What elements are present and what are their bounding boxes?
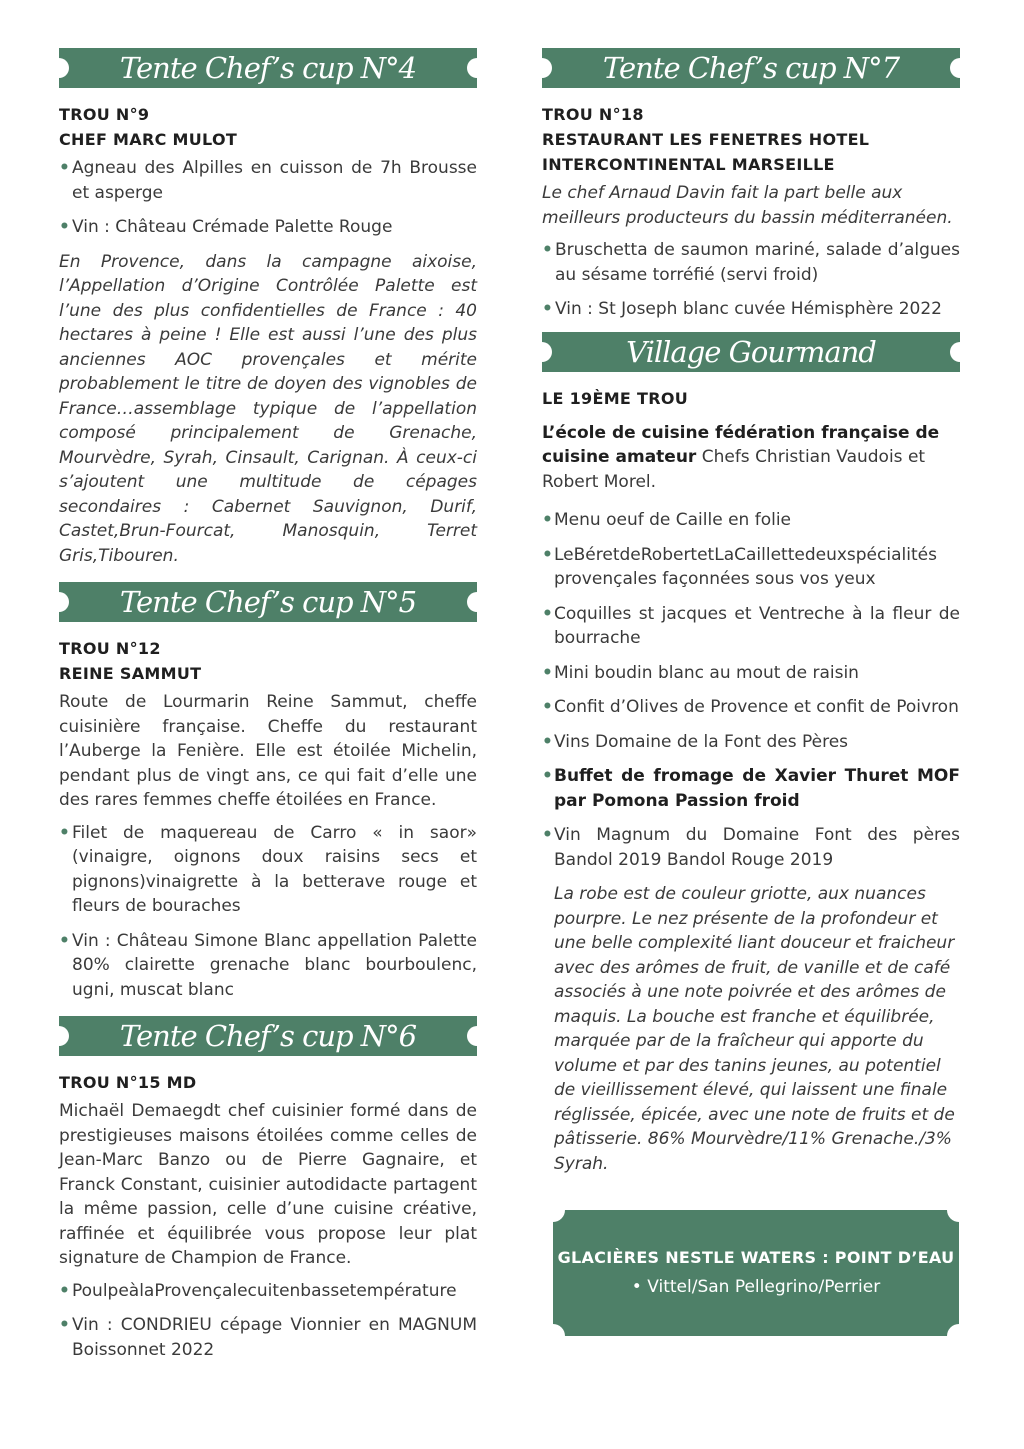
glacieres-title: GLACIÈRES NESTLE WATERS : POINT D’EAU — [557, 1248, 955, 1267]
list-item: • Vin : Château Crémade Palette Rouge — [59, 215, 477, 240]
tent-6-intro: Michaël Demaegdt chef cuisinier formé dans de prestigieuses maisons étoilées comme celles de Jean-Marc Banzo ou de Pierre Gagnaire, et Franck Constant, cuisinier autodidacte partagent la même passion, celle d’une cuisine créative, raffinée et équilibrée vous propose leur plat signature de Champion de France. — [59, 1101, 477, 1268]
list-item: • Vin : Château Simone Blanc appellation Palette 80% clairette grenache blanc bourboulenc, ugni, muscat blanc — [59, 929, 477, 1003]
tent-6-menu — [59, 1279, 477, 1363]
list-item: • Agneau des Alpilles en cuisson de 7h Brousse et asperge — [59, 156, 477, 205]
village-intro-chefs: Chefs Christian Vaudois et Robert Morel. — [542, 447, 926, 492]
tent-7-restaurant: RESTAURANT LES FENETRES HOTEL INTERCONTINENTAL MARSEILLE — [542, 130, 870, 174]
tent-7-hole: TROU N°18 — [542, 105, 644, 124]
glacieres-brands: Vittel/San Pellegrino/Perrier — [647, 1277, 881, 1297]
tent-7-menu — [542, 238, 960, 322]
list-item: • Vin : St Joseph blanc cuvée Hémisphère 2022 — [542, 297, 960, 322]
tent-4-title: Tente Chef’s cup N°4 — [119, 51, 417, 85]
village-menu — [542, 508, 960, 872]
tent-5-hole: TROU N°12 — [59, 639, 161, 658]
tent-4-chef: CHEF MARC MULOT — [59, 130, 238, 149]
tent-4-section — [59, 48, 477, 568]
tent-4-description: En Provence, dans la campagne aixoise, l’Appellation d’Origine Contrôlée Palette est l’une des plus confidentielles de France : 40 hectares à peine ! Elle est aussi l’une des plus anciennes AOC provençales et mérite probablement le titre de doyen des vignobles de France…assemblage typique de l’appellation composé principalement de Grenache, Mourvèdre, Syrah, Cinsault, Carignan. À ceux-ci s’ajoutent une multitude de cépages secondaires : Cabernet Sauvignon, Durif, Castet,Brun-Fourcat, Manosquin, Terret Gris,Tibouren. — [59, 251, 477, 566]
list-item: • Vin Magnum du Domaine Font des pères Bandol 2019 Bandol Rouge 2019 — [542, 823, 960, 872]
list-item: • Vin : CONDRIEU cépage Vionnier en MAGNUM Boissonnet 2022 — [59, 1313, 477, 1362]
list-item: • Buffet de fromage de Xavier Thuret MOF par Pomona Passion froid — [542, 764, 960, 813]
tent-7-section — [542, 48, 960, 322]
tent-6-title: Tente Chef’s cup N°6 — [119, 1019, 417, 1053]
ticket-notch — [541, 1324, 565, 1348]
tent-5-intro: Route de Lourmarin Reine Sammut, cheffe cuisinière française. Cheffe du restaurant l’Auberge la Fenière. Elle est étoilée Michelin, pendant plus de vingt ans, ce qui fait d’elle une des rares femmes cheffe étoilées en France. — [59, 692, 477, 810]
tent-6-hole: TROU N°15 MD — [59, 1073, 197, 1092]
tent-7-banner — [542, 48, 960, 88]
village-banner — [542, 332, 960, 372]
tent-4-banner — [59, 48, 477, 88]
list-item: • Vins Domaine de la Font des Pères — [542, 730, 960, 755]
village-section — [542, 332, 960, 1177]
tent-7-title: Tente Chef’s cup N°7 — [602, 51, 900, 85]
ticket-notch — [947, 1198, 971, 1222]
list-item: • PoulpeàlaProvençalecuitenbassetempérature — [59, 1279, 477, 1304]
tent-7-intro: Le chef Arnaud Davin fait la part belle aux meilleurs producteurs du bassin méditerranéen. — [542, 183, 953, 228]
glacieres-item — [553, 1274, 959, 1300]
ticket-notch — [947, 1324, 971, 1348]
tent-5-banner — [59, 582, 477, 622]
tent-5-section — [59, 582, 477, 1002]
village-wine-description: La robe est de couleur griotte, aux nuances pourpre. Le nez présente de la profondeur et une belle complexité liant douceur et fraicheur avec des arômes de fruit, de vanille et de café associés à une note poivrée et des arômes de maquis. La bouche est franche et équilibrée, marquée par de la fraîcheur qui apporte du volume et par des tanins jeunes, au potentiel de vieillissement élevé, qui laissent une finale réglissée, épicée, avec une note de fruits et de pâtisserie. 86% Mourvèdre/11% Grenache./3% Syrah. — [554, 884, 955, 1174]
village-hole: LE 19ÈME TROU — [542, 388, 689, 408]
village-title: Village Gourmand — [626, 334, 876, 369]
list-item: • LeBéretdeRobertetLaCaillettedeuxspécialités provençales façonnées sous vos yeux — [542, 543, 960, 592]
tent-5-title: Tente Chef’s cup N°5 — [119, 585, 417, 619]
tent-5-menu — [59, 821, 477, 1003]
village-intro — [542, 421, 960, 495]
list-item: • Coquilles st jacques et Ventreche à la fleur de bourrache — [542, 602, 960, 651]
right-column — [542, 48, 960, 1184]
left-column — [59, 48, 477, 1372]
list-item: • Filet de maquereau de Carro « in saor» (vinaigre, oignons doux raisins secs et pignons)vinaigrette à la betterave rouge et fleurs de bouraches — [59, 821, 477, 919]
list-item: • Confit d’Olives de Provence et confit de Poivron — [542, 695, 960, 720]
glacieres-box — [553, 1210, 959, 1336]
list-item: • Bruschetta de saumon mariné, salade d’algues au sésame torréfié (servi froid) — [542, 238, 960, 287]
tent-6-banner — [59, 1016, 477, 1056]
list-item: • Mini boudin blanc au mout de raisin — [542, 661, 960, 686]
tent-4-menu — [59, 156, 477, 240]
tent-6-section — [59, 1016, 477, 1362]
tent-4-hole: TROU N°9 — [59, 105, 150, 124]
bullet-icon: • — [631, 1277, 648, 1297]
ticket-notch — [541, 1198, 565, 1222]
list-item: • Menu oeuf de Caille en folie — [542, 508, 960, 533]
tent-5-chef: REINE SAMMUT — [59, 664, 202, 683]
village-intro-school: L’école de cuisine fédération française de cuisine amateur — [542, 422, 940, 467]
